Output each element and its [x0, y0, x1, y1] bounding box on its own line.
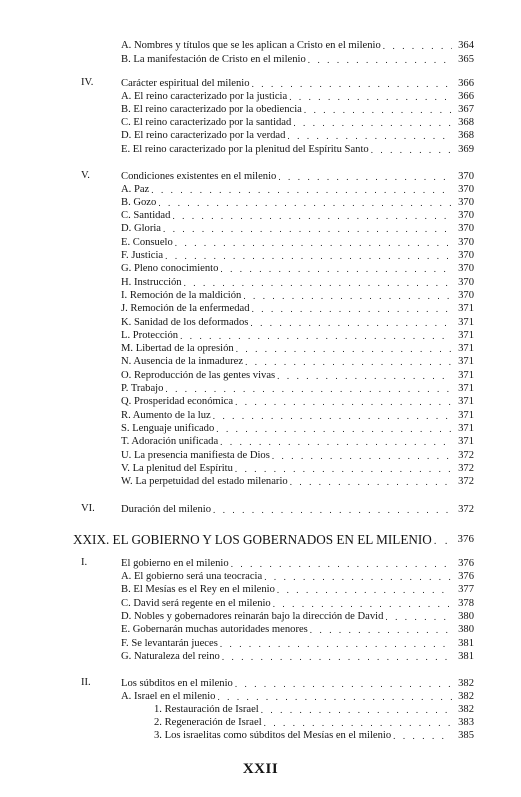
- toc-entry: [121, 262, 474, 275]
- toc-entry: [121, 395, 474, 408]
- toc-entry: [121, 143, 474, 156]
- dot-leader: [175, 238, 452, 249]
- page-number: 370: [458, 171, 474, 182]
- section-heading: [121, 77, 474, 90]
- page-number: 372: [458, 504, 474, 515]
- page-folio: XXII: [242, 761, 279, 777]
- toc-entry: [121, 637, 474, 650]
- toc-entry: [121, 583, 474, 596]
- dot-leader: [222, 652, 452, 663]
- chapter-title: XXIX. EL GOBIERNO Y LOS GOBERNADOS EN EL MILENIO: [73, 532, 432, 547]
- section-numeral: IV.: [81, 77, 94, 88]
- page-number: 371: [458, 303, 474, 314]
- dot-leader: [252, 79, 452, 90]
- toc-entry: [121, 570, 474, 583]
- dot-leader: [231, 559, 452, 570]
- dot-leader: [273, 599, 452, 610]
- entry-label: G. Naturaleza del reino: [121, 651, 220, 662]
- entry-label: M. Libertad de la opresión: [121, 343, 234, 354]
- toc-entry: [121, 249, 474, 262]
- toc-entry: [121, 39, 474, 52]
- page-number: 371: [458, 330, 474, 341]
- section-numeral: V.: [81, 170, 90, 181]
- toc-entry: [121, 597, 474, 610]
- dot-leader: [220, 639, 452, 650]
- toc-entry: [121, 462, 474, 475]
- entry-label: E. Gobernarán muchas autoridades menores: [121, 624, 308, 635]
- page-number: 371: [458, 356, 474, 367]
- page-number: 364: [458, 40, 474, 51]
- toc-entry: [121, 116, 474, 129]
- toc-entry: [121, 475, 474, 488]
- entry-label: Duración del milenio: [121, 504, 212, 515]
- toc-entry: [121, 610, 474, 623]
- entry-label: K. Sanidad de los deformados: [121, 317, 249, 328]
- entry-label: P. Trabajo: [121, 383, 164, 394]
- entry-label: N. Ausencia de la inmadurez: [121, 356, 244, 367]
- dot-leader: [290, 477, 452, 488]
- entry-label: El gobierno en el milenio: [121, 558, 229, 569]
- entry-label: C. El reino caracterizado por la santidad: [121, 117, 292, 128]
- dot-leader: [310, 625, 452, 636]
- dot-leader: [236, 344, 452, 355]
- dot-leader: [151, 185, 452, 196]
- dot-leader: [235, 679, 452, 690]
- page-number: 371: [458, 317, 474, 328]
- toc-entry: [121, 650, 474, 663]
- dot-leader: [165, 384, 452, 395]
- entry-label: I. Remoción de la maldición: [121, 290, 242, 301]
- dot-leader: [245, 357, 452, 368]
- page-number: 380: [458, 611, 474, 622]
- page-number: 370: [458, 210, 474, 221]
- entry-label: D. Gloria: [121, 223, 162, 234]
- dot-leader: [277, 371, 452, 382]
- entry-label: E. El reino caracterizado por la plenitud del Espíritu Santo: [121, 144, 369, 155]
- page-number: 370: [458, 250, 474, 261]
- entry-label: 1. Restauración de Israel: [154, 704, 259, 715]
- entry-label: F. Justicia: [121, 250, 164, 261]
- page-number: 371: [458, 423, 474, 434]
- entry-label: D. Nobles y gobernadores reinarán bajo la dirección de David: [121, 611, 384, 622]
- dot-leader: [278, 172, 452, 183]
- dot-leader: [272, 451, 452, 462]
- page-number: 371: [458, 370, 474, 381]
- toc-entry: [154, 703, 474, 716]
- toc-entry: [121, 53, 474, 66]
- page-number: 382: [458, 678, 474, 689]
- page-number: 370: [458, 290, 474, 301]
- dot-leader: [277, 585, 452, 596]
- toc-entry: [121, 409, 474, 422]
- toc-entry: [121, 316, 474, 329]
- page-number: 382: [458, 704, 474, 715]
- entry-label: L. Protección: [121, 330, 179, 341]
- toc-entry: [121, 422, 474, 435]
- dot-leader: [220, 437, 452, 448]
- page-number: 366: [458, 78, 474, 89]
- dot-leader: [304, 105, 452, 116]
- page-number: 371: [458, 343, 474, 354]
- dot-leader: [163, 224, 452, 235]
- page-number: 383: [458, 717, 474, 728]
- dot-leader: [434, 536, 452, 547]
- page-number: 380: [458, 624, 474, 635]
- entry-label: Q. Prosperidad económica: [121, 396, 234, 407]
- dot-leader: [371, 145, 452, 156]
- page-number: 371: [458, 396, 474, 407]
- section-heading: [121, 170, 474, 183]
- entry-label: J. Remoción de la enfermedad: [121, 303, 250, 314]
- section-heading: [121, 677, 474, 690]
- page-number: 370: [458, 263, 474, 274]
- page-number: 367: [458, 104, 474, 115]
- page-number: 366: [458, 91, 474, 102]
- entry-label: A. El gobierno será una teocracia: [121, 571, 263, 582]
- entry-label: A. El reino caracterizado por la justicia: [121, 91, 288, 102]
- entry-label: R. Aumento de la luz: [121, 410, 211, 421]
- page-number: 385: [458, 730, 474, 741]
- toc-entry: [121, 355, 474, 368]
- page-number: 370: [458, 277, 474, 288]
- page-number: 368: [458, 117, 474, 128]
- entry-label: F. Se levantarán jueces: [121, 638, 218, 649]
- dot-leader: [252, 304, 452, 315]
- entry-label: Carácter espiritual del milenio: [121, 78, 250, 89]
- toc-entry: [121, 90, 474, 103]
- page-number: 372: [458, 463, 474, 474]
- entry-label: O. Reproducción de las gentes vivas: [121, 370, 276, 381]
- dot-leader: [287, 131, 452, 142]
- entry-label: 2. Regeneración de Israel: [154, 717, 262, 728]
- page-number: 381: [458, 651, 474, 662]
- entry-label: B. La manifestación de Cristo en el milenio: [121, 54, 306, 65]
- entry-label: A. Israel en el milenio: [121, 691, 216, 702]
- page-number: 370: [458, 197, 474, 208]
- chapter-heading: [73, 532, 474, 547]
- dot-leader: [213, 411, 452, 422]
- dot-leader: [264, 718, 452, 729]
- entry-label: V. La plenitud del Espíritu: [121, 463, 233, 474]
- dot-leader: [165, 251, 452, 262]
- entry-label: D. El reino caracterizado por la verdad: [121, 130, 286, 141]
- entry-label: B. El reino caracterizado por la obediencia: [121, 104, 302, 115]
- toc-entry: [121, 209, 474, 222]
- section-numeral: I.: [81, 557, 88, 568]
- page-number: 368: [458, 130, 474, 141]
- page-number: 369: [458, 144, 474, 155]
- section-numeral: VI.: [81, 503, 95, 514]
- entry-label: T. Adoración unificada: [121, 436, 219, 447]
- section-heading: [121, 503, 474, 516]
- dot-leader: [180, 331, 452, 342]
- entry-label: S. Lenguaje unificado: [121, 423, 215, 434]
- toc-entry: [121, 276, 474, 289]
- page-number: 372: [458, 476, 474, 487]
- page-number: 377: [458, 584, 474, 595]
- page-number: 372: [458, 450, 474, 461]
- dot-leader: [172, 211, 452, 222]
- page-number: 376: [457, 533, 474, 545]
- dot-leader: [293, 118, 452, 129]
- section-numeral: II.: [81, 677, 91, 688]
- dot-leader: [243, 291, 452, 302]
- entry-label: Condiciones existentes en el milenio: [121, 171, 277, 182]
- toc-entry: [121, 690, 474, 703]
- entry-label: A. Nombres y títulos que se les aplican a Cristo en el milenio: [121, 40, 381, 51]
- entry-label: H. Instrucción: [121, 277, 182, 288]
- page-number: 382: [458, 691, 474, 702]
- page-number: 370: [458, 237, 474, 248]
- dot-leader: [220, 264, 452, 275]
- section-heading: [121, 557, 474, 570]
- toc-entry: [121, 236, 474, 249]
- toc-entry: [121, 329, 474, 342]
- entry-label: B. El Mesías es el Rey en el milenio: [121, 584, 275, 595]
- entry-label: B. Gozo: [121, 197, 157, 208]
- dot-leader: [261, 705, 452, 716]
- toc-entry: [121, 449, 474, 462]
- dot-leader: [184, 278, 452, 289]
- page-number: 376: [458, 571, 474, 582]
- dot-leader: [264, 572, 452, 583]
- toc-entry: [121, 196, 474, 209]
- entry-label: W. La perpetuidad del estado milenario: [121, 476, 288, 487]
- toc-entry: [121, 342, 474, 355]
- toc-entry: [121, 435, 474, 448]
- dot-leader: [393, 731, 452, 742]
- dot-leader: [217, 692, 452, 703]
- toc-entry: [121, 289, 474, 302]
- dot-leader: [213, 505, 452, 516]
- toc-entry: [121, 103, 474, 116]
- dot-leader: [383, 41, 452, 52]
- toc-entry: [121, 382, 474, 395]
- dot-leader: [250, 318, 452, 329]
- entry-label: Los súbditos en el milenio: [121, 678, 233, 689]
- entry-label: A. Paz: [121, 184, 150, 195]
- toc-entry: [121, 183, 474, 196]
- page-number: 371: [458, 383, 474, 394]
- toc-entry: [121, 129, 474, 142]
- entry-label: C. David será regente en el milenio: [121, 598, 271, 609]
- page-number: 371: [458, 436, 474, 447]
- toc-entry: [121, 369, 474, 382]
- page-number: 370: [458, 223, 474, 234]
- entry-label: G. Pleno conocimiento: [121, 263, 219, 274]
- dot-leader: [216, 424, 452, 435]
- toc-entry: [121, 623, 474, 636]
- page-number: 376: [458, 558, 474, 569]
- entry-label: 3. Los israelitas como súbditos del Mesías en el milenio: [154, 730, 392, 741]
- toc-entry: [154, 716, 474, 729]
- page-number: 378: [458, 598, 474, 609]
- page-number: 371: [458, 410, 474, 421]
- dot-leader: [158, 198, 452, 209]
- page-number: 365: [458, 54, 474, 65]
- entry-label: U. La presencia manifiesta de Dios: [121, 450, 270, 461]
- dot-leader: [235, 464, 452, 475]
- toc-entry: [154, 729, 474, 742]
- entry-label: C. Santidad: [121, 210, 171, 221]
- dot-leader: [308, 55, 452, 66]
- toc-entry: [121, 302, 474, 315]
- page-number: 370: [458, 184, 474, 195]
- dot-leader: [235, 397, 452, 408]
- toc-entry: [121, 222, 474, 235]
- page-number: 381: [458, 638, 474, 649]
- dot-leader: [385, 612, 452, 623]
- entry-label: E. Consuelo: [121, 237, 173, 248]
- dot-leader: [289, 92, 452, 103]
